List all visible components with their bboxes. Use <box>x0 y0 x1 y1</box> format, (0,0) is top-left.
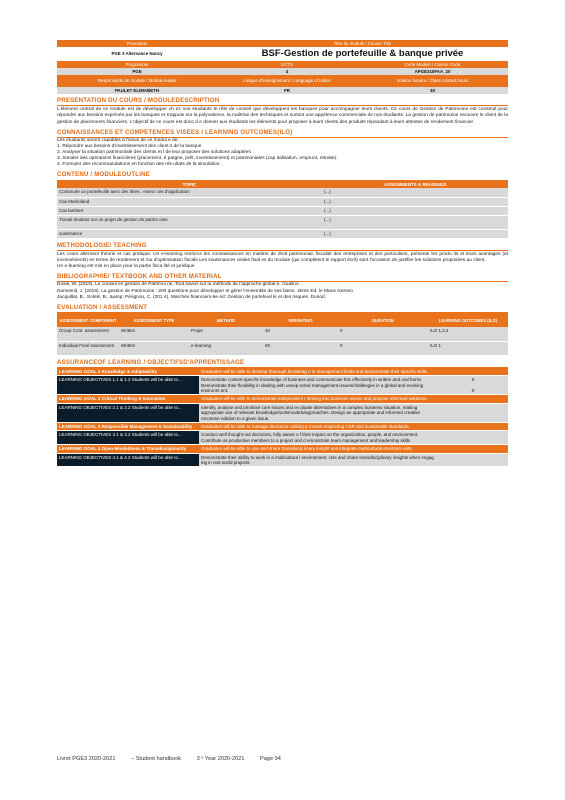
objectives-row <box>57 376 508 395</box>
ects-value: 4 <box>285 69 289 74</box>
topic-cell: Construire un portefeuille avec des titres : exerci ces d'application <box>57 188 322 197</box>
table-row <box>57 197 508 206</box>
table-row <box>57 341 508 355</box>
language-value: FR <box>284 88 290 93</box>
header-row-labels-1 <box>57 40 508 47</box>
assign-cell: (...) <box>322 215 508 229</box>
goal-row <box>57 423 508 431</box>
method-header: METHOD <box>189 313 263 327</box>
bibliography-item: Dosik, W. (2019). Le conseil en gestion de Patrimoi ne. Tout savoir sur la méthode de l'approche global e. Gualino <box>57 282 299 288</box>
title-label: Titre du module / Course Title <box>333 41 392 46</box>
assign-cell: (...) <box>322 188 508 197</box>
objectives-marks <box>438 403 508 422</box>
topic-cell: Travail étudiant sur un projet de gestion de patrim oine <box>57 215 322 229</box>
code-value: APGE310FAA_20 <box>414 69 451 74</box>
list-item: 4. Formuler des recommandations en fonction des rés ultats de la simulation. <box>57 162 221 168</box>
goal-description: Graduates will be able to develop thorough knowledg e in management fields and demonstrate their specific skills. <box>199 368 508 376</box>
table-row <box>57 215 508 229</box>
type-header: ASSESSMENT TYPE <box>119 313 189 327</box>
topic-header: TOPIC <box>57 181 322 188</box>
assurance-of-learning-table <box>57 368 508 467</box>
assign-cell: (...) <box>322 229 508 238</box>
header-row-values-2 <box>57 68 508 75</box>
topic-cell: Cas lambert <box>57 206 322 215</box>
volume-label: Volume horaire / Class contact hours <box>396 78 469 83</box>
assurance-of-learning-heading: ASSURANCEOF LEARNING / OBJECTIFSD'APPRENTISSAGE <box>57 359 508 368</box>
table-header-row <box>57 313 508 327</box>
objectives-label: LEARNING OBJECTIVES 3.1 & 3.2 Students will be able to... <box>57 431 199 445</box>
footer-year: 3 ᵉ Year 2020-2021 <box>196 756 245 762</box>
weighting-cell: 40 <box>263 327 338 341</box>
table-header-row <box>57 181 508 188</box>
objectives-row <box>57 453 508 467</box>
type-cell: Written <box>119 341 189 355</box>
ilo-header: LEARNING OUTCOMES (ILO) <box>428 313 508 327</box>
header-row-values-3 <box>57 87 508 94</box>
list-item: 1. Répondre aux besoins d'investissement des client s de la banque <box>57 144 202 149</box>
promotion-value: PGE 3 Alternance Nancy <box>111 51 163 56</box>
module-sheet <box>57 40 508 467</box>
bibliography-list <box>57 282 508 300</box>
goal-description: Graduates will be able to use and share transdiscip linary insight and integrate multicultural environm ents. <box>199 445 508 453</box>
objectives-description: Conduct well thought-out decisions, fully aware o f their impact on the organization, people, and environment. Contribute as productive members to a project and d emonstrate team management and leadership skills <box>199 431 438 445</box>
header-row-labels-2 <box>57 61 508 68</box>
duration-cell: 0 <box>338 341 428 355</box>
list-item: Les étudiants seront capables à l'issue de ce modul e de: <box>57 137 179 143</box>
table-row <box>57 327 508 341</box>
promotion-label: Promotion <box>126 41 147 46</box>
goal-label: LEARNING GOAL 1 Knowledge & Adaptability <box>57 368 199 376</box>
goal-description: Graduates will be able to demonstrate independent t hinking into business issues and propose informed solutions. <box>199 395 508 403</box>
objectives-label: LEARNING OBJECTIVES 2.1 & 2.2 Students will be able to... <box>57 403 199 422</box>
footer-page-number: Page 94 <box>260 756 281 762</box>
presentation-text: L'élément central de ce module est de développer ch ez nos étudiants le rôle de conseil que développent les banques pour accompagner leurs clients. Ce cours de Gestion de Patrimoine est construit pour répondre aux besoins exprimés par les banques et s'appuie sur la polyvalence, la maîtrise des techniques et surtout une appétence commerciale de nos étudiants. La gestion de patrimoine recouvre le client de la gestion de placements financiers. L'objectif de ce cours est donc d e donner aux étudiants les éléments pour proposer à leurs clients des produits répondant à leurs attentes de rendement financier. <box>57 107 508 125</box>
duration-cell: 0 <box>338 327 428 341</box>
goal-label: LEARNING GOAL 4 Open-Mindedness & Transdisciplinarity <box>57 445 199 453</box>
table-row <box>57 188 508 197</box>
objectives-label: LEARNING OBJECTIVES 4.1 & 4.2 Students will be able to... <box>57 453 199 467</box>
header-row-labels-3 <box>57 75 508 87</box>
mark-cell: X <box>471 387 475 393</box>
weighting-header: WEIGHTING <box>263 313 338 327</box>
programme-label: Programme <box>125 62 149 67</box>
course-title: BSF-Gestion de portefeuille & banque privée <box>261 48 464 59</box>
objectives-row <box>57 403 508 422</box>
assessment-table <box>57 313 508 356</box>
objectives-label: LEARNING OBJECTIVES 1.1 & 1.2 Students will be able to... <box>57 376 199 395</box>
weighting-cell: 60 <box>263 341 338 355</box>
teaching-heading: METHODOLOGIE/ TEACHING <box>57 242 508 251</box>
module-leader-value: PAULET ELIMABETH <box>114 88 160 93</box>
assignments-header: ASSIGNMENTS & READINGS <box>322 181 508 188</box>
ilo-cell: ILO 1,2,4 <box>428 327 508 341</box>
page-footer <box>57 756 295 763</box>
objectives-description: Demonstrate their ability to work in a multicultura l environment. Use and share transdisciplinary insights when engag ing in real world projects <box>199 453 438 467</box>
teaching-text: Les cours alternent théorie et cas pratique. Un e-learning renforce les connaissances en matière de droit patrimonial, fiscalité des entreprises et des particuliers, présente les produ its et leurs avantages (et inconvénients) en terme de rendement et /ou d'optimisation fiscale.Les soutenances orales final es du module (qui complètent le rapport écrit) sont l'occasion de justifier les solutions proposées au client. <box>57 251 508 263</box>
presentation-heading: PRESENTATION DU COURS / MODULEDESCRIPTION <box>57 97 508 106</box>
objectives-marks <box>438 453 508 467</box>
list-item: 2. Analyser la situation patrimoniale des clients et l de leur proposer des solutions adaptées <box>57 150 251 156</box>
table-row <box>57 229 508 238</box>
learning-outcomes-heading: CONNAISSANCES ET COMPETENCES VISEES / LEARNING OUTCOMES(ILO) <box>57 129 508 138</box>
assessment-heading: EVALUATION / ASSESSMENT <box>57 304 508 313</box>
module-leader-label: Responsable de module / Module leader <box>97 78 177 83</box>
objectives-description: Identify, analyse and prioritise core issues and ev aluate alternatives in a complex business situation, making appropriate use of relevant knowledge/tools/models/approaches. Design an appropriate and informed creative recomme ndation to a given issue. <box>199 403 438 422</box>
bibliography-item: Dumesnil, J. (2018). La gestion de Patrimoine : 200 questions pour développer et gérer l'ensemble de ses biens. 4ème Ed. le Mans Gereso <box>57 288 353 294</box>
volume-value: 30 <box>430 88 435 93</box>
objectives-row <box>57 431 508 445</box>
teaching-text-2: Un e-learning est mis en place pour la partie fisca lité et juridique <box>57 264 195 270</box>
method-cell: e-learning <box>189 341 263 355</box>
duration-header: DURATION <box>338 313 428 327</box>
ects-label: ECTS <box>281 62 293 67</box>
component-header: ASSESSMENT COMPONENT <box>57 313 119 327</box>
assign-cell: (...) <box>322 206 508 215</box>
goal-label: LEARNING GOAL 2 Critical Thinking & Innovation <box>57 395 199 403</box>
goal-row <box>57 445 508 453</box>
code-label: Code Module / Course Code <box>404 62 461 67</box>
footer-student-handbook: – Student handbook <box>131 756 182 762</box>
module-outline-heading: CONTENU / MODULEOUTLINE <box>57 171 508 180</box>
type-cell: Written <box>119 327 189 341</box>
learning-outcomes-list <box>57 138 508 168</box>
goal-label: LEARNING GOAL 3 Responsible Management & Sustainability <box>57 423 199 431</box>
assign-cell: (...) <box>322 197 508 206</box>
bibliography-item: Jacquillat, B., Solnik, B., &amp; Pérignon, C. (201 4). Marchés financiers-6e éd: Gestion de portefeuil le et des risques. Dunod. <box>57 294 327 300</box>
goal-row <box>57 395 508 403</box>
topic-cell: Cas Markoland <box>57 197 322 206</box>
footer-handbook: Livret PGE3 2020-2021 <box>57 756 116 762</box>
mark-cell: X <box>471 377 475 383</box>
objectives-marks <box>438 431 508 445</box>
component-cell: Group Cont. assessment <box>57 327 119 341</box>
language-label: Langue d'enseignement / Language of tuition <box>243 78 331 83</box>
module-outline-table <box>57 181 508 239</box>
objectives-marks <box>438 376 508 395</box>
topic-cell: soutenance <box>57 229 322 238</box>
method-cell: Projet <box>189 327 263 341</box>
goal-row <box>57 368 508 376</box>
component-cell: Individual Final assessment <box>57 341 119 355</box>
table-row <box>57 206 508 215</box>
goal-description: Graduates will be able to manage decisions making p rocess respecting CSR and sustainable standards. <box>199 423 508 431</box>
header-row-values-1 <box>57 47 508 61</box>
list-item: 3. Simuler des opérations financières (placement, é pargne, prêt, investissement) et patrimoniales (cap italisation, emprunt, retraite). <box>57 156 338 162</box>
programme-value: PGE <box>132 69 142 74</box>
bibliography-heading: BIBLIOGRAPHIE/ TEXTBOOK AND OTHER MATERIAL <box>57 273 508 282</box>
ilo-cell: ILO 1 <box>428 341 508 355</box>
objectives-description: Demonstrate context-specific knowledge of business and communicate this effectively in written and oral forms Demonstrate their flexibility in dealing with unexp ected management issues/challenges in a global and evolving environm ent. <box>199 376 438 395</box>
